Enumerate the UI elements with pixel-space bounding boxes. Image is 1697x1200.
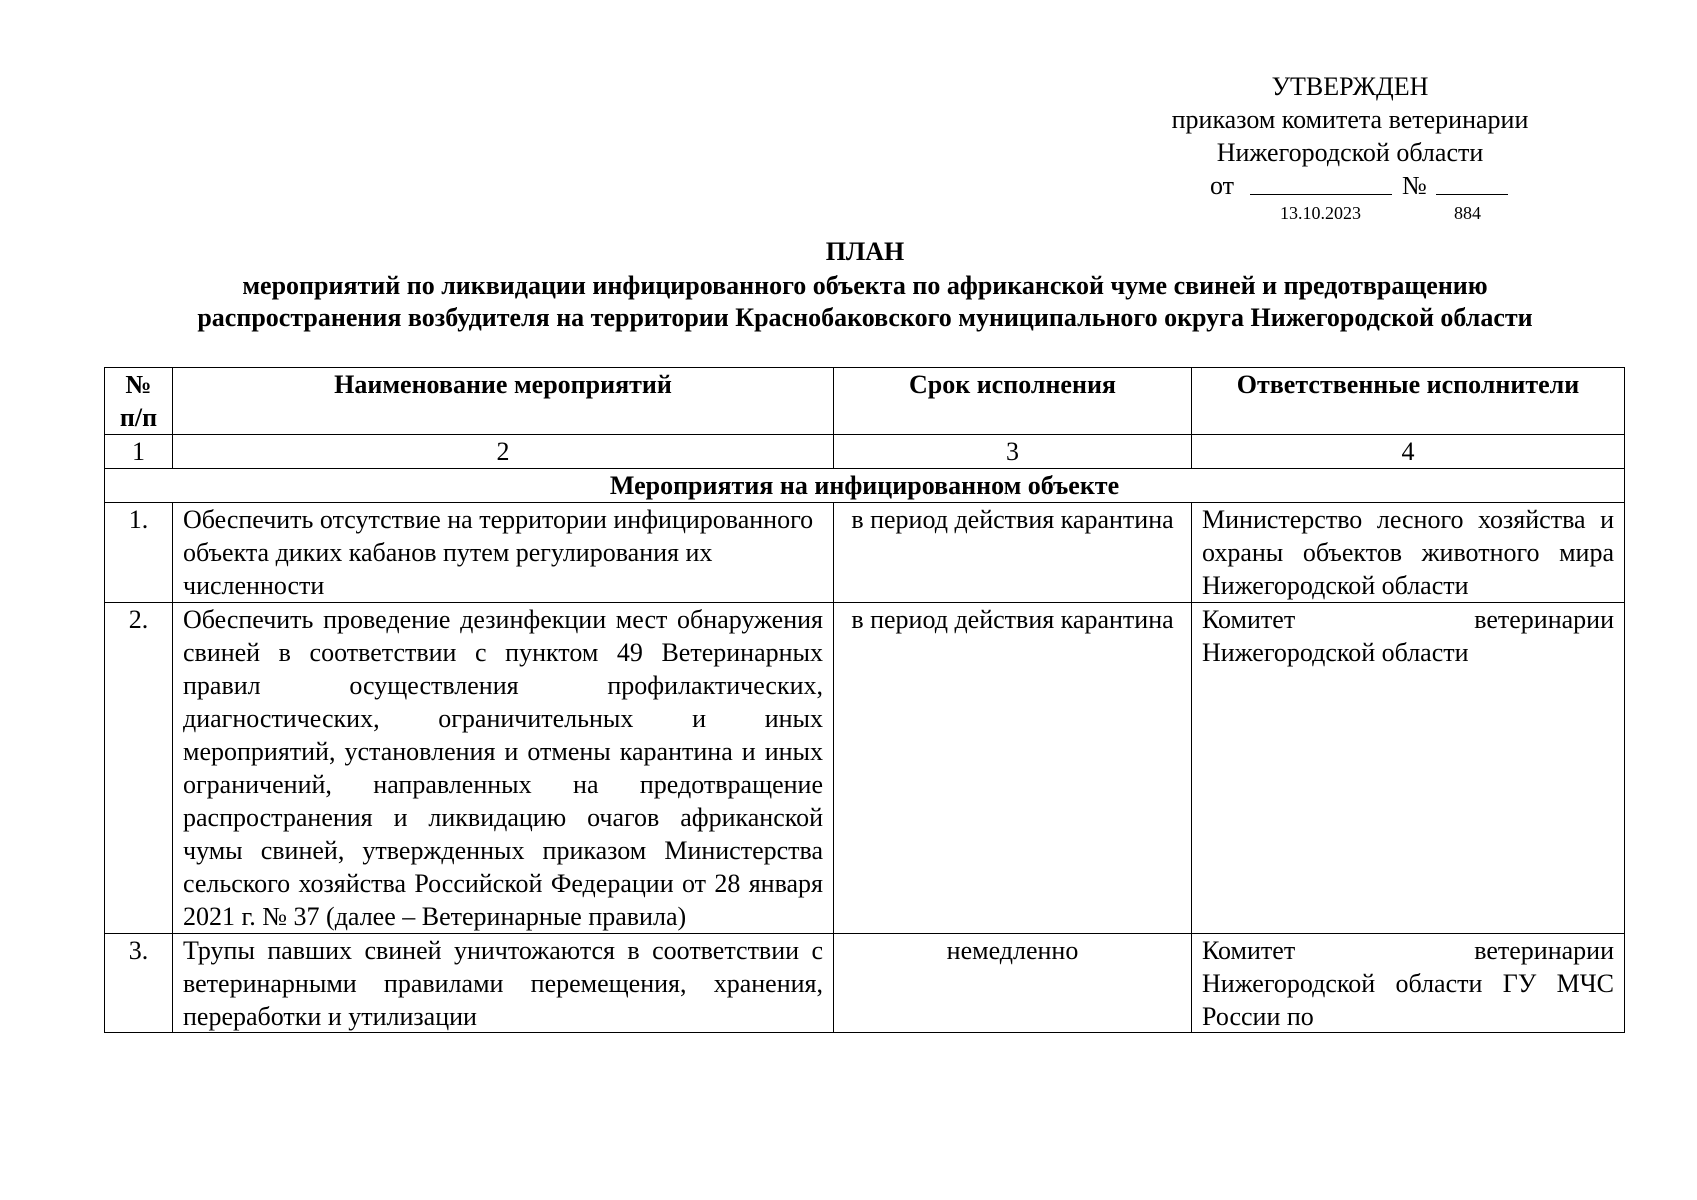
plan-subtitle-line-1: мероприятий по ликвидации инфицированного объекта по африканской чуме свиней и предотвращению [242, 271, 1488, 300]
header-row [105, 368, 1625, 435]
row-action-text: Трупы павших свиней уничтожаются в соответствии с ветеринарными правилами перемещения, хранения, переработки и утилизации [183, 936, 823, 1031]
header-responsible: Ответственные исполнители [1192, 368, 1625, 435]
row-action [173, 934, 834, 1033]
plan-subtitle [100, 270, 1630, 334]
number-underline [1436, 194, 1508, 195]
approval-date-row [1140, 169, 1560, 223]
row-responsible [1192, 934, 1625, 1033]
section-row [105, 469, 1625, 503]
number-label: № [1402, 171, 1427, 200]
row-number: 3. [105, 934, 173, 1033]
row-term: в период действия карантина [834, 603, 1192, 934]
row-number: 1. [105, 503, 173, 603]
header-number: № п/п [105, 368, 173, 435]
row-responsible: Комитет ветеринарии Нижегородской области [1192, 603, 1625, 934]
header-term: Срок исполнения [834, 368, 1192, 435]
row-action: Обеспечить отсутствие на территории инфицированного объекта диких кабанов путем регулирования их численности [173, 503, 834, 603]
row-action: Обеспечить проведение дезинфекции мест обнаружения свиней в соответствии с пунктом 49 Ветеринарных правил осуществления профилактических, диагностических, ограничительных и иных мероприятий, установления и отмены карантина и иных ограничений, направленных на предотвращение распространения и ликвидацию очагов африканской чумы свиней, утвержденных приказом Министерства сельского хозяйства Российской Федерации от 28 января 2021 г. № 37 (далее – Ветеринарные правила) [173, 603, 834, 934]
row-term: в период действия карантина [834, 503, 1192, 603]
approval-number: 884 [1454, 203, 1481, 223]
plan-subtitle-line-2: распространения возбудителя на территории Краснобаковского муниципального округа Нижегородской области [197, 303, 1533, 332]
plan-table [104, 367, 1625, 1033]
column-number: 4 [1192, 435, 1625, 469]
table-row [105, 934, 1625, 1033]
row-responsible: Министерство лесного хозяйства и охраны объектов животного мира Нижегородской области [1192, 503, 1625, 603]
approval-date: 13.10.2023 [1280, 203, 1361, 223]
approval-line-2: Нижегородской области [1216, 138, 1484, 167]
plan-title: ПЛАН [825, 237, 905, 266]
approval-line-1: приказом комитета ветеринарии [1171, 105, 1529, 134]
column-number: 3 [834, 435, 1192, 469]
section-heading: Мероприятия на инфицированном объекте [105, 469, 1625, 503]
approval-stamp [1140, 70, 1560, 223]
approval-title: УТВЕРЖДЕН [1271, 72, 1429, 101]
column-number: 2 [173, 435, 834, 469]
table-row [105, 603, 1625, 934]
row-term: немедленно [834, 934, 1192, 1033]
column-number: 1 [105, 435, 173, 469]
from-label: от [1210, 171, 1235, 200]
row-number: 2. [105, 603, 173, 934]
table-row [105, 503, 1625, 603]
date-underline [1250, 194, 1392, 195]
row-responsible-text: Комитет ветеринарии Нижегородской области ГУ МЧС России по [1202, 936, 1614, 1031]
header-action: Наименование мероприятий [173, 368, 834, 435]
column-number-row [105, 435, 1625, 469]
